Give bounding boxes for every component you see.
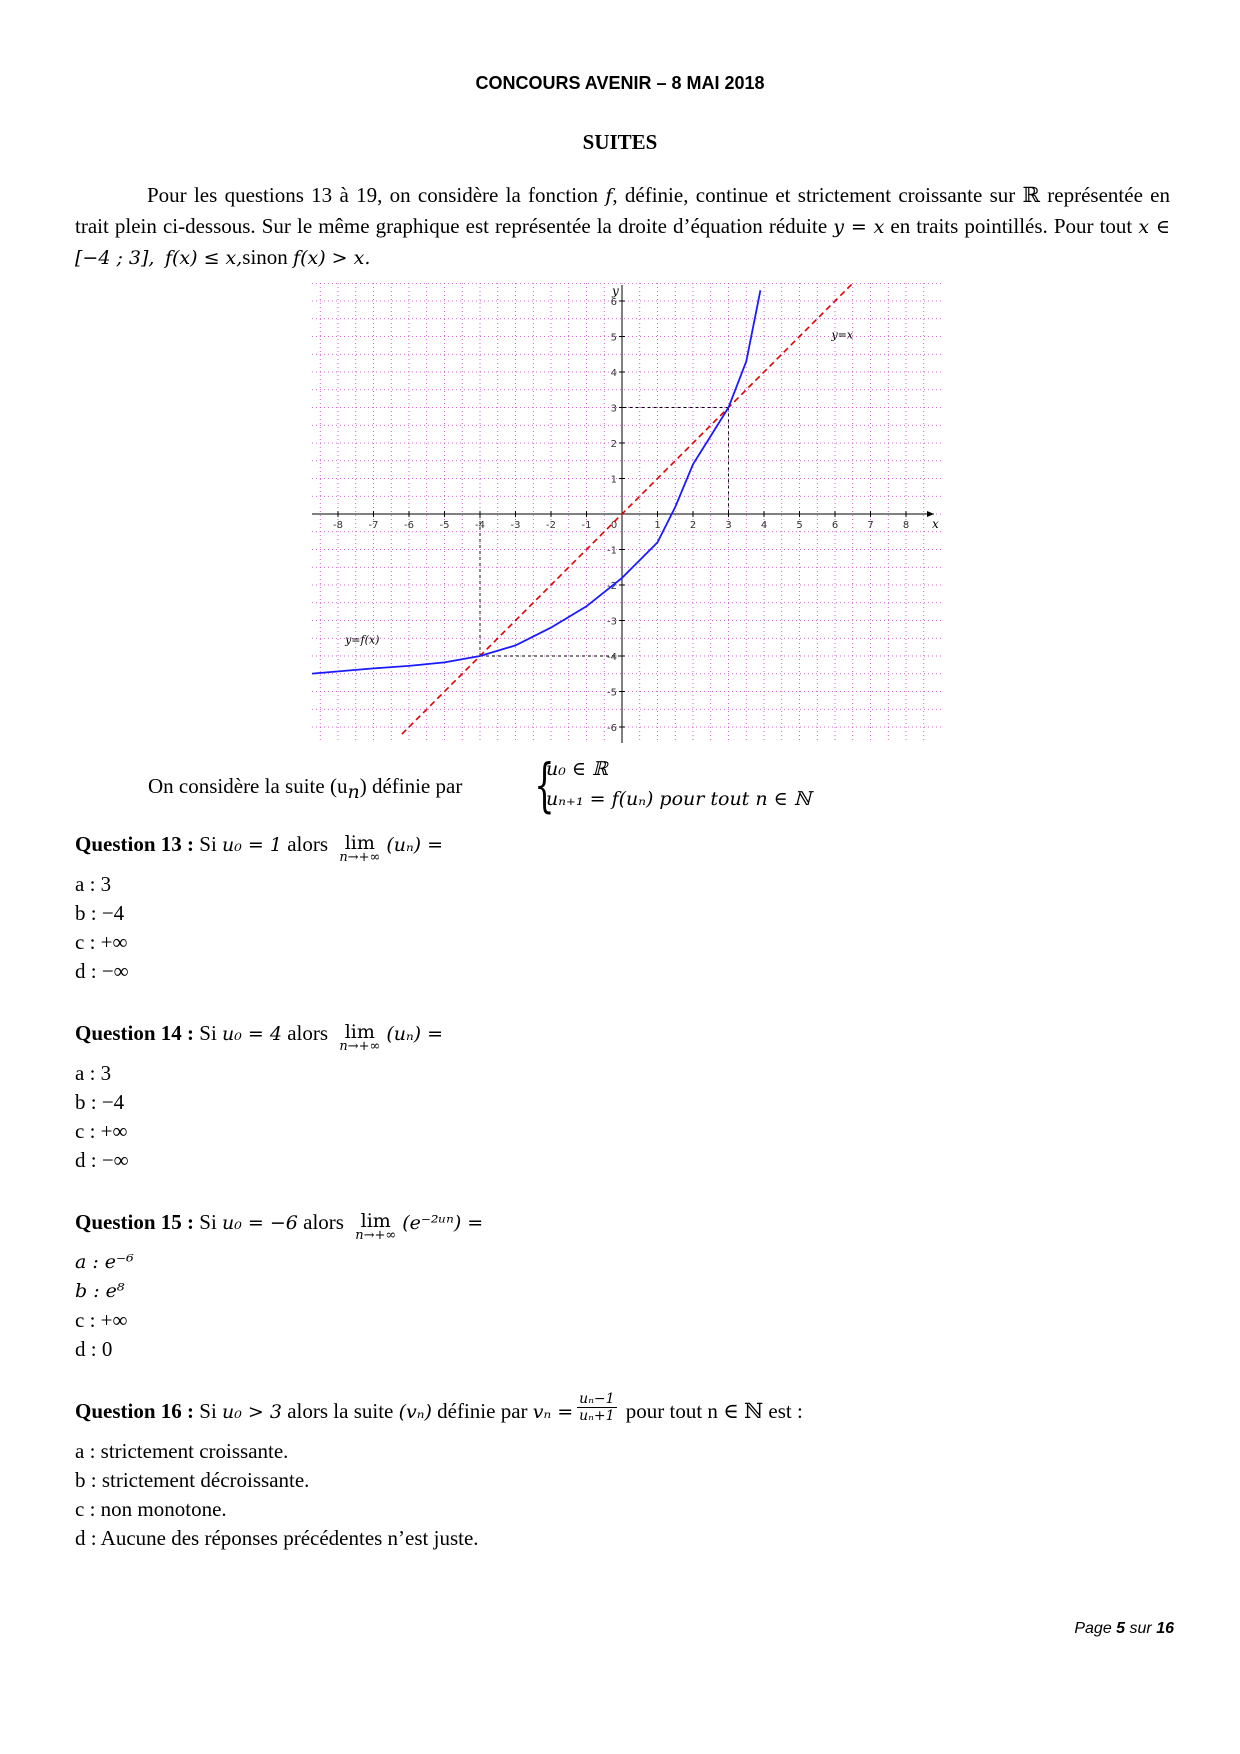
y-tick-label: -3 — [607, 616, 617, 628]
question-13 — [75, 832, 1175, 986]
x-tick-label: -6 — [404, 520, 414, 531]
fraction: $\frac{\text{uₙ−1}}{\text{uₙ+1}}$ — [579, 1390, 615, 1424]
x-tick-label: -5 — [439, 520, 450, 531]
intro-eq: y = x — [833, 216, 885, 238]
option-c[interactable]: c : +∞ — [75, 1119, 128, 1143]
y-tick-label: -4 — [607, 652, 617, 663]
y-tick-label: -2 — [607, 581, 617, 592]
intro-paragraph — [75, 180, 1170, 273]
option-b[interactable]: b : −4 — [75, 1090, 125, 1114]
option-c[interactable]: c : +∞ — [75, 1308, 128, 1332]
x-tick-label: 7 — [867, 520, 874, 531]
y-tick-label: 6 — [610, 297, 617, 308]
question-statement: Question 13 : Si u₀ = 1 alors lim n→+∞ (uₙ) = — [75, 832, 444, 865]
y-tick-label: 2 — [610, 439, 617, 450]
y-tick-label: 3 — [610, 403, 617, 415]
sequence-case-1: u₀ ∈ ℝ — [546, 758, 608, 780]
option-d[interactable]: d : −∞ — [75, 1148, 129, 1172]
intro-text-2: , définie, continue et strictement croissante sur ℝ représentée en trait plein ci-dessous. Sur le même graphique est représentée la droite d’équation réduite — [75, 183, 1170, 238]
page-header: CONCOURS AVENIR – 8 MAI 2018 — [475, 73, 765, 93]
x-tick-label: 6 — [831, 520, 839, 531]
options-list — [75, 1059, 1175, 1175]
question-14 — [75, 1021, 1175, 1175]
label-y-equals-x: y=x — [831, 328, 854, 342]
y-tick-label: 4 — [610, 368, 617, 379]
options-list — [75, 870, 1175, 986]
option-d[interactable]: d : −∞ — [75, 959, 129, 983]
x-tick-label: 8 — [902, 520, 910, 531]
section-title: SUITES — [582, 130, 658, 154]
question-15 — [75, 1210, 1175, 1364]
sequence-case-2: uₙ₊₁ = f(uₙ) pour tout n ∈ ℕ — [546, 788, 812, 810]
graph-svg — [312, 283, 942, 743]
x-tick-label: -4 — [475, 520, 485, 531]
option-a[interactable]: a : strictement croissante. — [75, 1439, 289, 1463]
option-a[interactable]: a : e⁻⁶ — [75, 1251, 134, 1273]
y-tick-label: -5 — [607, 687, 617, 699]
intro-text-1: Pour les questions 13 à 19, on considère la fonction — [147, 183, 606, 207]
y-tick-label: -1 — [607, 545, 617, 557]
intro-text-4: sinon — [242, 245, 294, 269]
x-tick-label: -2 — [546, 520, 556, 531]
option-b[interactable]: b : e⁸ — [75, 1280, 125, 1302]
x-tick-label: -8 — [333, 520, 343, 531]
question-statement: Question 14 : Si u₀ = 4 alors lim n→+∞ (uₙ) = — [75, 1021, 444, 1054]
x-tick-label: -7 — [368, 520, 379, 531]
origin-label: 0 — [610, 520, 618, 531]
option-d[interactable]: d : 0 — [75, 1337, 113, 1361]
intro-cond-3: f(x) > x. — [293, 247, 371, 269]
y-tick-label: 5 — [610, 332, 617, 344]
x-tick-label: 2 — [689, 520, 697, 531]
label-y-equals-fx: y=f(x) — [345, 633, 380, 647]
options-list — [75, 1248, 1175, 1364]
brace-symbol: { — [534, 751, 555, 819]
intro-cond-2: f(x) ≤ x, — [164, 247, 243, 269]
question-statement: Question 16 : Si u₀ > 3 alors la suite (vₙ) définie par vₙ = $\frac{\text{uₙ−1}}{\text{uₙ+1}}$ pour tout n ∈ ℕ est : — [75, 1390, 803, 1424]
function-graph — [312, 283, 942, 743]
x-tick-label: -1 — [581, 520, 592, 531]
intro-cond-1: x ∈ [−4 ; 3], — [75, 216, 1170, 269]
page-footer: Page 5 sur 16 — [1074, 1620, 1174, 1637]
option-b[interactable]: b : −4 — [75, 901, 125, 925]
y-tick-label: -6 — [607, 723, 617, 734]
x-axis-label: x — [932, 517, 939, 531]
option-a[interactable]: a : 3 — [75, 1061, 112, 1085]
x-tick-label: -3 — [510, 520, 521, 531]
option-c[interactable]: c : non monotone. — [75, 1497, 227, 1521]
y-axis-label: y — [612, 284, 619, 298]
question-statement: Question 15 : Si u₀ = −6 alors lim n→+∞ (e⁻²ᵘⁿ) = — [75, 1210, 484, 1243]
intro-text-3: en traits pointillés. Pour tout — [884, 214, 1139, 238]
x-tick-label: 3 — [725, 520, 732, 531]
option-a[interactable]: a : 3 — [75, 872, 112, 896]
line-y-equals-x — [402, 283, 853, 734]
options-list — [75, 1437, 1175, 1553]
x-tick-label: 5 — [796, 520, 803, 531]
y-tick-label: 1 — [610, 474, 617, 486]
option-b[interactable]: b : strictement décroissante. — [75, 1468, 310, 1492]
option-d[interactable]: d : Aucune des réponses précédentes n’est juste. — [75, 1526, 479, 1550]
x-tick-label: 1 — [654, 520, 661, 531]
intro-f: f — [605, 185, 613, 207]
sequence-label: On considère la suite $(u_n)$ définie par — [148, 774, 463, 804]
option-c[interactable]: c : +∞ — [75, 930, 128, 954]
x-tick-label: 4 — [760, 520, 768, 531]
question-16 — [75, 1390, 1175, 1553]
